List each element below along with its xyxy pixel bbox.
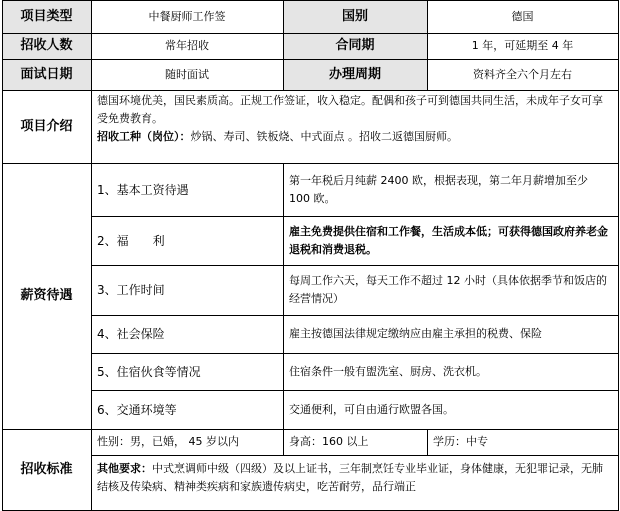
recruit-education: 学历：中专	[433, 435, 488, 448]
value-project-type: 中餐厨师工作签	[148, 9, 226, 23]
salary-desc-2: 雇主免费提供住宿和工作餐，生活成本低；可获得德国政府养老金退税和消费退税。	[289, 224, 608, 256]
salary-desc-1: 第一年税后月纯薪 2400 欧，根据表现，第二年月薪增加至少 100 欧。	[289, 173, 588, 205]
recruit-gender: 性别：男，已婚， 45 岁以内	[97, 435, 239, 448]
label-project-type: 项目类型	[2, 0, 91, 33]
project-intro-content	[91, 90, 618, 163]
jobs-text: 炒锅、寿司、铁板烧、中式面点 。招收二返德国厨师。	[190, 130, 458, 143]
salary-desc-5: 住宿条件一般有盥洗室、厨房、洗衣机。	[289, 364, 487, 378]
project-intro-text: 德国环境优美，国民素质高。正规工作签证，收入稳定。配偶和孩子可到德国共同生活，未成年子女可享受免费教育。	[97, 94, 603, 125]
label-country: 国别	[283, 0, 427, 33]
label-contract-period: 合同期	[283, 33, 427, 59]
label-recruit-count: 招收人数	[2, 33, 91, 59]
value-country: 德国	[511, 9, 534, 23]
project-intro-jobs	[97, 128, 612, 146]
label-salary: 薪资待遇	[20, 288, 73, 303]
value-processing-period: 资料齐全六个月左右	[473, 67, 572, 81]
salary-title-1: 1、基本工资待遇	[97, 182, 189, 197]
salary-title-3: 3、工作时间	[97, 283, 165, 297]
salary-title-5: 5、住宿伙食等情况	[97, 364, 201, 379]
other-requirements-label: 其他要求：	[97, 462, 152, 475]
recruit-other-requirements	[91, 455, 618, 511]
jobs-label: 招收工种（岗位）：	[97, 130, 191, 143]
value-interview-date: 随时面试	[165, 67, 209, 81]
value-recruit-count: 常年招收	[165, 39, 209, 52]
value-contract-period: 1 年，可延期至 4 年	[471, 39, 574, 52]
label-interview-date: 面试日期	[2, 59, 91, 90]
salary-desc-6: 交通便利，可自由通行欧盟各国。	[289, 402, 454, 416]
salary-title-6: 6、交通环境等	[97, 402, 177, 417]
salary-desc-4: 雇主按德国法律规定缴纳应由雇主承担的税费、保险	[289, 327, 542, 340]
label-project-intro: 项目介绍	[20, 118, 73, 134]
recruit-height: 身高：160 以上	[289, 435, 369, 448]
salary-title-2: 2、福 利	[97, 233, 165, 248]
salary-desc-3: 每周工作六天，每天工作不超过 12 小时（具体依据季节和饭店的经营情况）	[289, 274, 607, 305]
label-processing-period: 办理周期	[283, 59, 427, 90]
label-recruit-standards: 招收标准	[20, 462, 73, 477]
other-requirements-text: 中式烹调师中级（四级）及以上证书，三年制烹饪专业毕业证，身体健康，无犯罪记录，无肺结核及传染病、精神类疾病和家族遗传病史，吃苦耐劳，品行端正	[97, 462, 603, 493]
salary-title-4: 4、社会保险	[97, 327, 165, 341]
